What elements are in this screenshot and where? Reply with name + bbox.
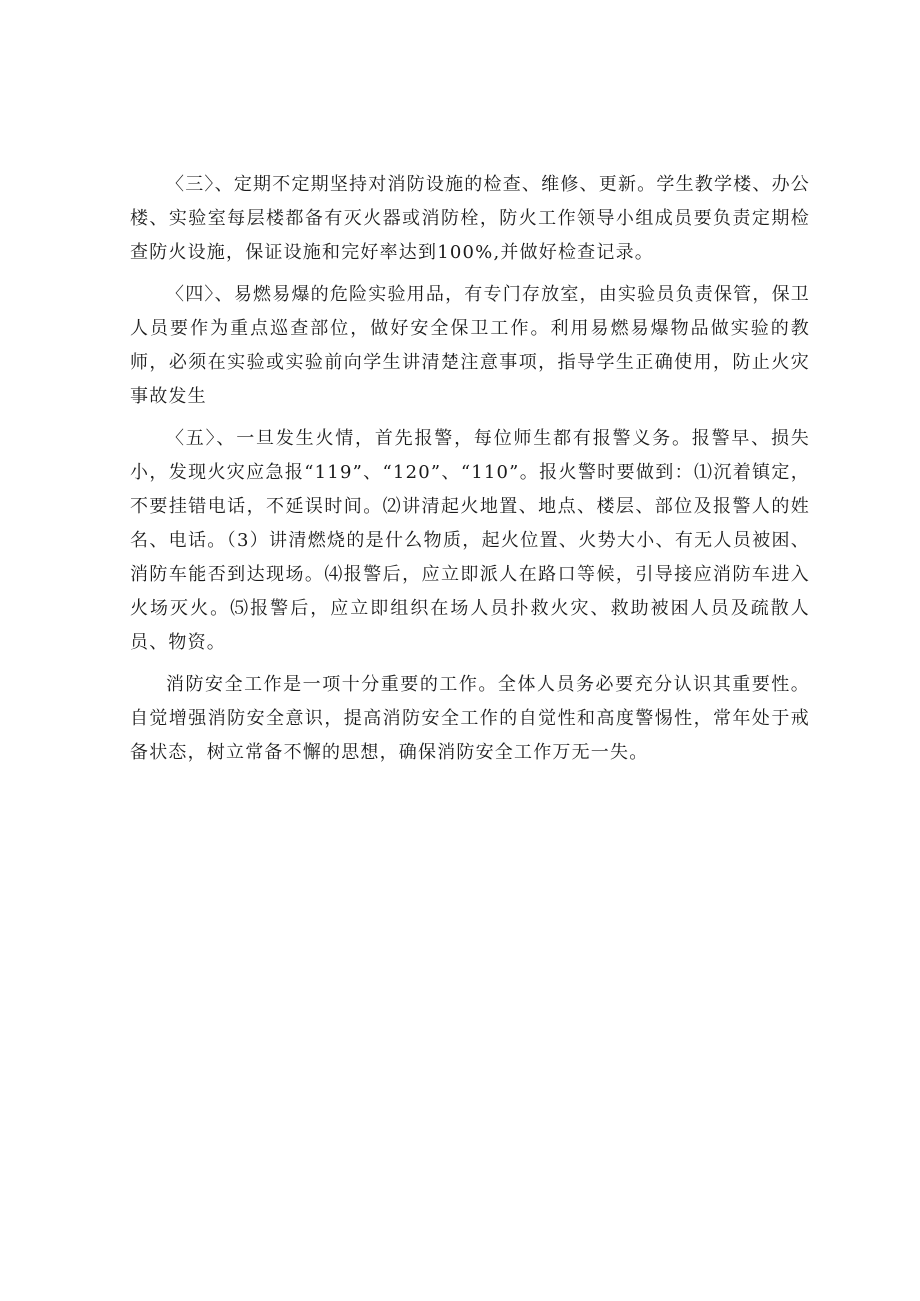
document-body [130, 168, 810, 778]
paragraph-4-hazardous-materials: 〈四〉、易燃易爆的危险实验用品，有专门存放室，由实验员负责保管，保卫人员要作为重点巡查部位，做好安全保卫工作。利用易燃易爆物品做实验的教师，必须在实验或实验前向学生讲清楚注意事项，指导学生正确使用，防止火灾事故发生 [130, 284, 810, 407]
paragraph-conclusion: 消防安全工作是一项十分重要的工作。全体人员务必要充分认识其重要性。自觉增强消防安全意识，提高消防安全工作的自觉性和高度警惕性，常年处于戒备状态，树立常备不懈的思想，确保消防安全工作万无一失。 [130, 674, 810, 763]
paragraph-3-facility-inspection: 〈三〉、定期不定期坚持对消防设施的检查、维修、更新。学生教学楼、办公楼、实验室每层楼都备有灭火器或消防栓，防火工作领导小组成员要负责定期检查防火设施，保证设施和完好率达到100%,并做好检查记录。 [130, 174, 810, 263]
paragraph-5-fire-alarm: 〈五〉、一旦发生火情，首先报警，每位师生都有报警义务。报警早、损失小，发现火灾应急报“119”、“120”、“110”。报火警时要做到：⑴沉着镇定，不要挂错电话，不延误时间。⑵讲清起火地置、地点、楼层、部位及报警人的姓名、电话。（3）讲清燃烧的是什么物质，起火位置、火势大小、有无人员被困、消防车能否到达现场。⑷报警后，应立即派人在路口等候，引导接应消防车进入火场灭火。⑸报警后，应立即组织在场人员扑救火灾、救助被困人员及疏散人员、物资。 [130, 428, 810, 653]
